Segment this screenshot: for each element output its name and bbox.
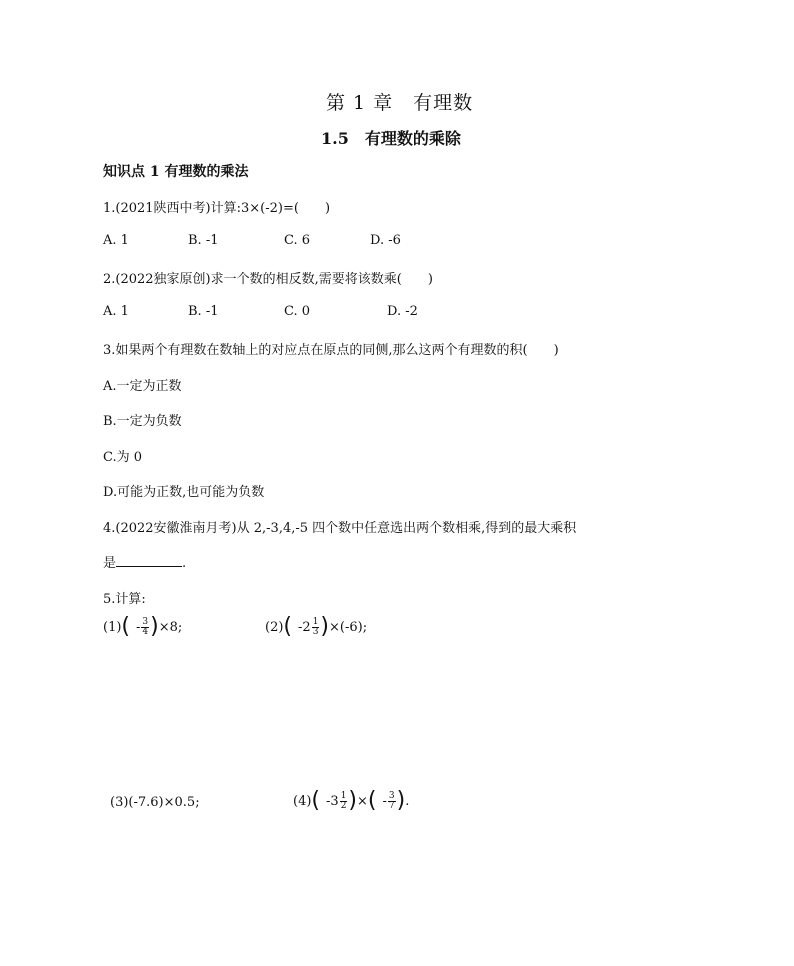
right-paren: ) [150,614,159,639]
question-2-option-d: D. -2 [387,304,418,319]
part-4-tail: . [405,793,410,809]
part-4-whole: -3 [326,793,339,809]
left-paren: ( [311,788,321,813]
fraction-numerator: 1 [312,616,319,627]
chapter-title: 第 1 章 有理数 [326,92,474,114]
right-paren: ) [320,614,330,639]
question-2-stem: 2.(2022独家原创)求一个数的相反数,需要将该数乘( ) [103,272,433,287]
part-2-label: (2) [265,619,284,635]
question-1-option-d: D. -6 [370,233,401,248]
fraction-denominator: 4 [142,626,149,637]
question-4-stem-line1: 4.(2022安徽淮南月考)从 2,-3,4,-5 四个数中任意选出两个数相乘,得到的最大乘积 [103,521,577,536]
question-4-suffix: . [182,556,187,571]
section-title: 1.5 有理数的乘除 [321,129,461,148]
part-4-times: × [357,793,368,809]
part-1-label: (1) [103,619,122,635]
part-4-sign: - [382,793,387,809]
part-4-fraction-1 [340,792,348,811]
part-1-fraction [141,618,149,637]
fraction-numerator: 3 [142,616,149,627]
right-paren: ) [396,788,406,813]
part-1-sign: - [136,619,141,635]
fraction-denominator: 2 [340,800,347,811]
fraction-numerator: 1 [340,790,347,801]
knowledge-point-heading: 知识点 1 有理数的乘法 [103,164,249,180]
question-5-part-4 [293,790,409,812]
question-3-stem: 3.如果两个有理数在数轴上的对应点在原点的同侧,那么这两个有理数的积( ) [103,343,559,358]
part-2-tail: ×(-6); [329,619,368,635]
question-1-option-b: B. -1 [188,233,219,248]
question-3-option-a: A.一定为正数 [103,379,182,394]
question-5-part-3: (3)(-7.6)×0.5; [110,795,200,810]
fraction-numerator: 3 [388,790,395,801]
question-5-part-2 [265,616,367,638]
left-paren: ( [367,788,377,813]
question-1-option-a: A. 1 [103,233,129,248]
question-2-option-c: C. 0 [284,304,311,319]
part-4-fraction-2 [388,792,396,811]
question-4-stem-line2 [103,552,186,571]
left-paren: ( [283,614,293,639]
question-3-option-c: C.为 0 [103,450,143,465]
question-2-option-b: B. -1 [188,304,219,319]
question-3-option-b: B.一定为负数 [103,414,182,429]
left-paren: ( [121,614,131,639]
question-1-option-c: C. 6 [284,233,311,248]
question-5-part-1 [103,616,182,638]
fraction-denominator: 3 [312,626,319,637]
question-3-option-d: D.可能为正数,也可能为负数 [103,485,265,500]
part-1-tail: ×8; [158,619,183,635]
answer-blank[interactable] [116,554,182,567]
right-paren: ) [348,788,358,813]
part-2-whole: -2 [298,619,311,635]
question-5-stem: 5.计算: [103,592,146,607]
part-2-fraction [312,618,320,637]
question-4-prefix: 是 [103,556,117,571]
fraction-denominator: 7 [388,800,395,811]
question-1-stem: 1.(2021陕西中考)计算:3×(-2)=( ) [103,201,331,216]
part-4-label: (4) [293,793,312,809]
question-2-option-a: A. 1 [103,304,129,319]
